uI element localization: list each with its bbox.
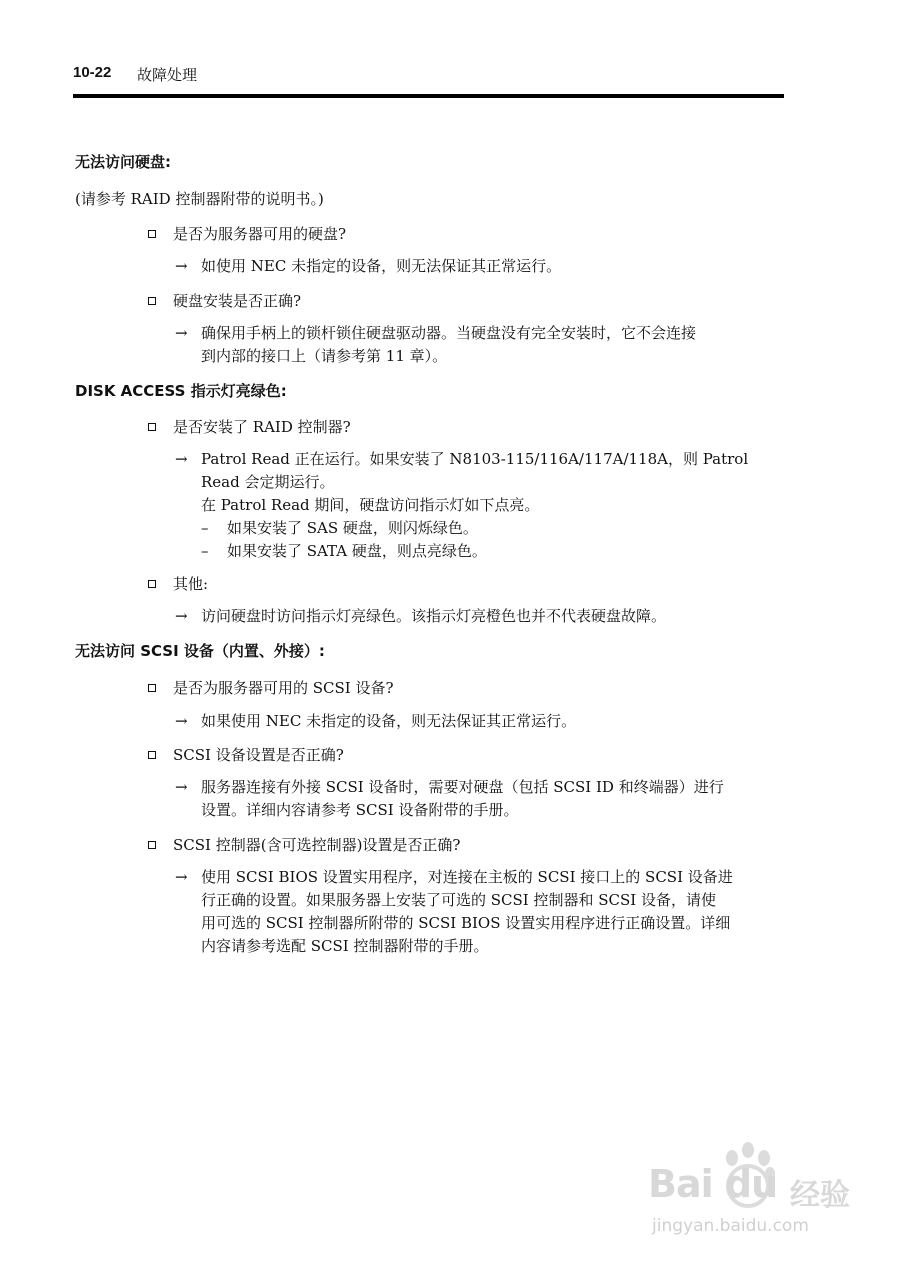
answer-text: Patrol Read 正在运行。如果安装了 N8103-115/116A/117A/118A，则 Patrol xyxy=(201,450,749,468)
checklist-item xyxy=(148,573,208,594)
checklist-item xyxy=(148,834,460,855)
answer-text: 到内部的接口上（请参考第 11 章）。 xyxy=(201,347,448,365)
section-heading-disk-access: 无法访问硬盘: xyxy=(75,153,171,171)
checklist-item xyxy=(148,290,301,311)
item-text: 其他: xyxy=(173,575,209,593)
answer-text: 如果使用 NEC 未指定的设备，则无法保证其正常运行。 xyxy=(201,712,577,730)
page-header xyxy=(73,64,784,94)
watermark-brand-cn: 经验 xyxy=(790,1178,850,1213)
arrow-icon: → xyxy=(175,712,188,730)
checkbox-icon xyxy=(148,580,156,588)
item-text: 硬盘安装是否正确? xyxy=(173,292,302,310)
answer xyxy=(175,605,785,628)
checklist-item xyxy=(148,416,351,437)
arrow-icon: → xyxy=(175,607,188,625)
answer xyxy=(175,866,785,958)
arrow-icon: → xyxy=(175,324,188,342)
answer-text: 服务器连接有外接 SCSI 设备时，需要对硬盘（包括 SCSI ID 和终端器）进行 xyxy=(201,778,724,796)
dash-item: – 如果安装了 SATA 硬盘，则点亮绿色。 xyxy=(201,542,487,560)
checkbox-icon xyxy=(148,297,156,305)
page-number: 10-22 xyxy=(73,64,112,81)
answer-text: 用可选的 SCSI 控制器所附带的 SCSI BIOS 设置实用程序进行正确设置。详细 xyxy=(201,914,731,932)
checkbox-icon xyxy=(148,751,156,759)
answer-text: 如使用 NEC 未指定的设备，则无法保证其正常运行。 xyxy=(201,257,562,275)
answer-text: 内容请参考选配 SCSI 控制器附带的手册。 xyxy=(201,937,489,955)
answer xyxy=(175,710,785,733)
item-text: 是否为服务器可用的硬盘? xyxy=(173,225,347,243)
arrow-icon: → xyxy=(175,450,188,468)
header-title: 故障处理 xyxy=(137,66,198,84)
answer-text: 访问硬盘时访问指示灯亮绿色。该指示灯亮橙色也并不代表硬盘故障。 xyxy=(201,607,667,625)
answer xyxy=(175,255,785,278)
checkbox-icon xyxy=(148,423,156,431)
checklist-item xyxy=(148,223,346,244)
item-text: SCSI 控制器(含可选控制器)设置是否正确? xyxy=(173,836,461,854)
checklist-item xyxy=(148,677,394,698)
answer xyxy=(175,776,785,822)
baidu-watermark xyxy=(640,1150,860,1260)
watermark-url: jingyan.baidu.com xyxy=(652,1216,809,1236)
answer-text: 在 Patrol Read 期间，硬盘访问指示灯如下点亮。 xyxy=(201,496,540,514)
item-text: 是否安装了 RAID 控制器? xyxy=(173,418,351,436)
checkbox-icon xyxy=(148,230,156,238)
item-text: 是否为服务器可用的 SCSI 设备? xyxy=(173,679,394,697)
answer xyxy=(175,322,785,368)
header-rule xyxy=(73,94,784,98)
answer-text: 设置。详细内容请参考 SCSI 设备附带的手册。 xyxy=(201,801,519,819)
answer-text: Read 会定期运行。 xyxy=(201,473,335,491)
checklist-item xyxy=(148,744,344,765)
section-heading-disk-led: DISK ACCESS 指示灯亮绿色: xyxy=(75,382,287,400)
watermark-brand: Bai du xyxy=(648,1162,778,1206)
checkbox-icon xyxy=(148,841,156,849)
answer-text: 确保用手柄上的锁杆锁住硬盘驱动器。当硬盘没有完全安装时，它不会连接 xyxy=(201,324,697,342)
section-heading-scsi: 无法访问 SCSI 设备（内置、外接）: xyxy=(75,642,325,660)
section-note: (请参考 RAID 控制器附带的说明书。) xyxy=(75,190,324,208)
answer-text: 使用 SCSI BIOS 设置实用程序，对连接在主板的 SCSI 接口上的 SCSI 设备进 xyxy=(201,868,733,886)
dash-item: – 如果安装了 SAS 硬盘，则闪烁绿色。 xyxy=(201,519,478,537)
arrow-icon: → xyxy=(175,868,188,886)
item-text: SCSI 设备设置是否正确? xyxy=(173,746,344,764)
arrow-icon: → xyxy=(175,778,188,796)
answer-text: 行正确的设置。如果服务器上安装了可选的 SCSI 控制器和 SCSI 设备，请使 xyxy=(201,891,716,909)
answer xyxy=(175,448,785,563)
arrow-icon: → xyxy=(175,257,188,275)
checkbox-icon xyxy=(148,684,156,692)
